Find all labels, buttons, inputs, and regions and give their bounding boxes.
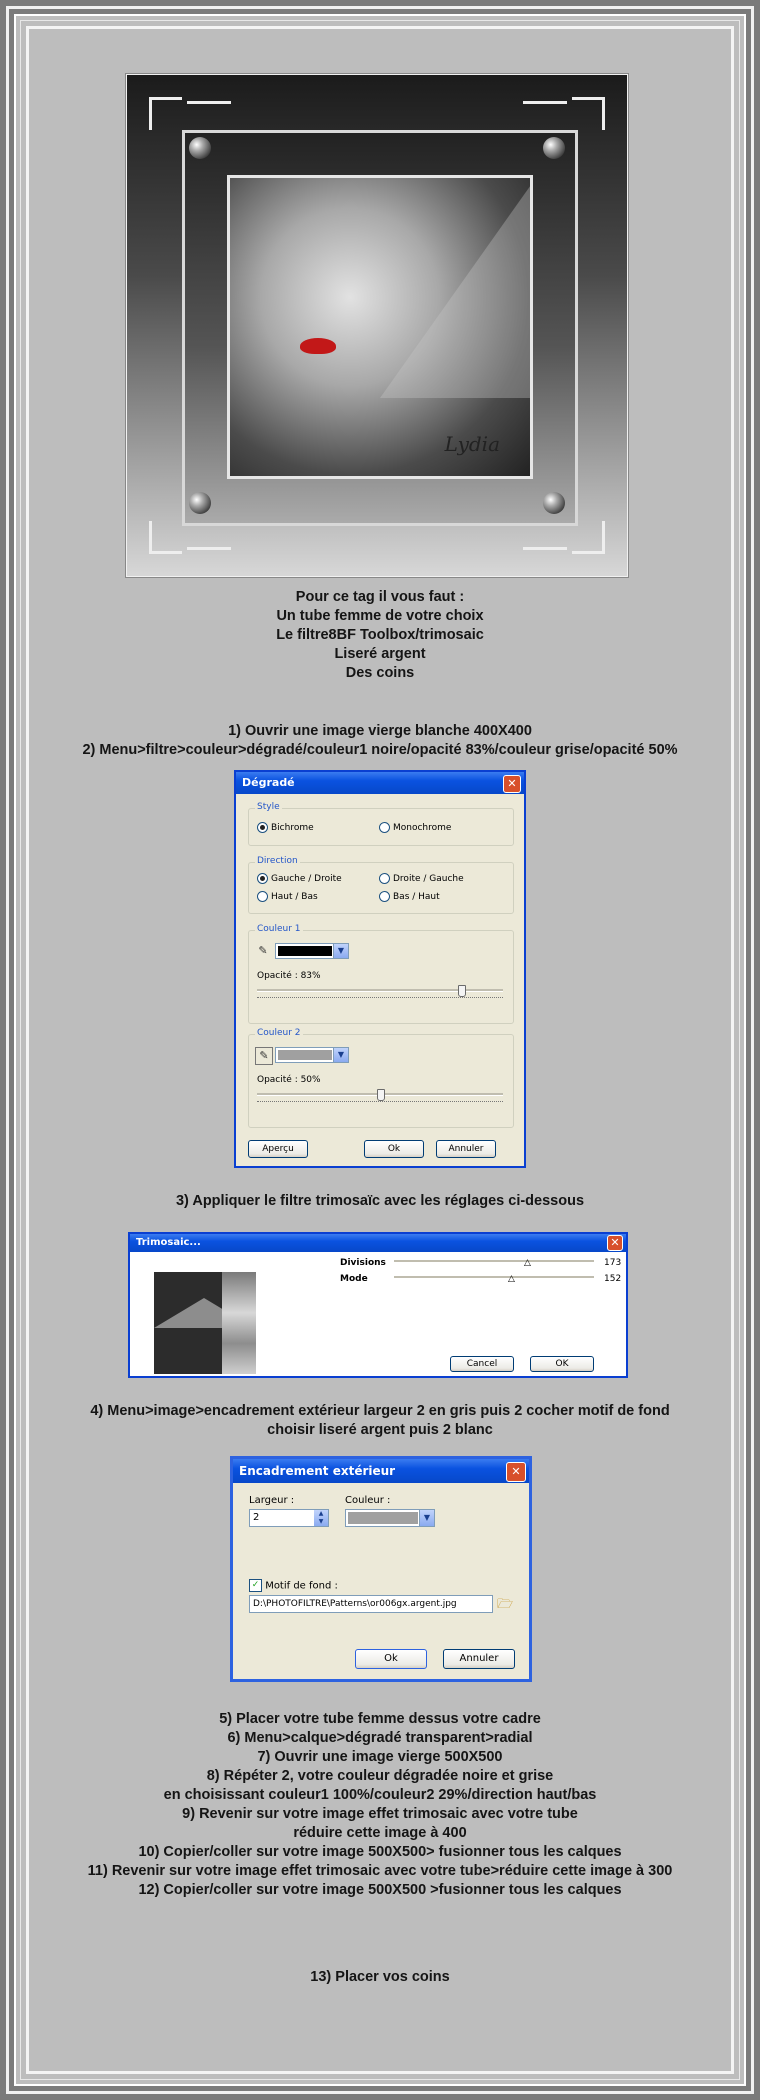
step-line: 12) Copier/coller sur votre image 500X500 >fusionner tous les calques bbox=[138, 1882, 622, 1898]
corner-line bbox=[523, 101, 567, 104]
radio-selected-icon bbox=[257, 873, 268, 884]
slider-thumb-icon[interactable]: △ bbox=[524, 1258, 531, 1268]
pattern-path-field[interactable] bbox=[249, 1595, 493, 1613]
stud-icon bbox=[543, 137, 565, 159]
close-icon[interactable]: ✕ bbox=[506, 1462, 526, 1482]
dialog-title: Trimosaic... bbox=[136, 1237, 201, 1248]
step4-text bbox=[32, 1402, 728, 1440]
group-label: Style bbox=[257, 802, 280, 812]
couleur2-select[interactable] bbox=[275, 1047, 349, 1063]
step-line: 10) Copier/coller sur votre image 500X500> fusionner tous les calques bbox=[138, 1844, 622, 1860]
mode-slider[interactable] bbox=[394, 1272, 594, 1284]
radio-icon bbox=[379, 822, 390, 833]
step-line: 5) Placer votre tube femme dessus votre cadre bbox=[219, 1711, 541, 1727]
ok-button[interactable]: Ok bbox=[364, 1140, 424, 1158]
step3-text: 3) Appliquer le filtre trimosaïc avec les réglages ci-dessous bbox=[175, 1193, 585, 1209]
folder-open-icon[interactable]: 🗁 bbox=[497, 1597, 514, 1612]
spinner-arrows-icon[interactable]: ▲ ▼ bbox=[314, 1510, 328, 1526]
slider-track bbox=[394, 1276, 594, 1279]
mode-value: 152 bbox=[604, 1274, 622, 1284]
intro-text bbox=[32, 588, 728, 683]
chevron-down-icon: ▼ bbox=[419, 1510, 434, 1526]
cancel-button[interactable]: Cancel bbox=[450, 1356, 514, 1372]
intro-line: Pour ce tag il vous faut : bbox=[295, 589, 465, 605]
dialog-title: Encadrement extérieur bbox=[239, 1464, 396, 1478]
tag-preview-image bbox=[126, 74, 628, 577]
opacity2-label: Opacité : 50% bbox=[257, 1075, 321, 1085]
tag-red-lips bbox=[300, 338, 336, 354]
pattern-path-value: D:\PHOTOFILTRE\Patterns\or006gx.argent.jpg bbox=[253, 1599, 457, 1609]
radio-label: Bichrome bbox=[271, 823, 314, 833]
chevron-down-icon: ▼ bbox=[333, 944, 348, 958]
steps-5-12 bbox=[32, 1710, 728, 1900]
step-line: 6) Menu>calque>dégradé transparent>radial bbox=[227, 1730, 533, 1746]
group-label: Couleur 2 bbox=[257, 1028, 301, 1038]
radio-bichrome[interactable] bbox=[257, 822, 314, 833]
apercu-button[interactable]: Aperçu bbox=[248, 1140, 308, 1158]
step-line: 7) Ouvrir une image vierge 500X500 bbox=[257, 1749, 503, 1765]
trimosaic-dialog bbox=[128, 1232, 628, 1378]
stud-icon bbox=[189, 137, 211, 159]
step-line: 2) Menu>filtre>couleur>dégradé/couleur1 noire/opacité 83%/couleur grise/opacité 50% bbox=[82, 742, 678, 758]
eyedropper-icon[interactable]: ✎ bbox=[258, 944, 268, 957]
couleur2-group bbox=[248, 1028, 514, 1128]
largeur-label: Largeur : bbox=[249, 1495, 295, 1506]
trimosaic-preview bbox=[154, 1272, 256, 1374]
tutorial-content bbox=[32, 32, 728, 2068]
corner-ornament-icon bbox=[572, 97, 605, 130]
annuler-button[interactable]: Annuler bbox=[436, 1140, 496, 1158]
step-line: 8) Répéter 2, votre couleur dégradée noire et grise bbox=[206, 1768, 554, 1784]
radio-bas-haut[interactable] bbox=[379, 891, 440, 902]
intro-line: Un tube femme de votre choix bbox=[276, 608, 484, 624]
slider-track bbox=[394, 1260, 594, 1263]
radio-droite-gauche[interactable] bbox=[379, 873, 464, 884]
direction-group bbox=[248, 856, 514, 914]
color-swatch bbox=[348, 1512, 418, 1524]
largeur-spinner[interactable] bbox=[249, 1509, 329, 1527]
step-line: en choisissant couleur1 100%/couleur2 29%/direction haut/bas bbox=[163, 1787, 597, 1803]
step13-text: 13) Placer vos coins bbox=[310, 1969, 450, 1985]
step-line: 9) Revenir sur votre image effet trimosaic avec votre tube bbox=[182, 1806, 578, 1822]
group-label: Direction bbox=[257, 856, 298, 866]
corner-line bbox=[187, 547, 231, 550]
annuler-button[interactable]: Annuler bbox=[443, 1649, 515, 1669]
ok-button[interactable]: Ok bbox=[355, 1649, 427, 1669]
close-icon[interactable]: ✕ bbox=[503, 775, 521, 793]
tag-mosaic-triangle bbox=[380, 175, 533, 398]
opacity2-slider[interactable] bbox=[257, 1089, 503, 1102]
slider-thumb[interactable] bbox=[458, 985, 466, 997]
radio-icon bbox=[379, 891, 390, 902]
divisions-label: Divisions bbox=[340, 1258, 386, 1268]
step-line: 4) Menu>image>encadrement extérieur largeur 2 en gris puis 2 cocher motif de fond bbox=[90, 1403, 670, 1419]
divisions-value: 173 bbox=[604, 1258, 622, 1268]
steps-1-2 bbox=[32, 722, 728, 760]
preview-strip bbox=[222, 1272, 256, 1374]
checkbox-checked-icon: ✓ bbox=[249, 1579, 262, 1592]
dialog-titlebar bbox=[236, 772, 524, 794]
radio-label: Monochrome bbox=[393, 823, 452, 833]
dialog-titlebar bbox=[130, 1234, 626, 1252]
radio-label: Droite / Gauche bbox=[393, 874, 464, 884]
opacity1-slider[interactable] bbox=[257, 985, 503, 998]
corner-ornament-icon bbox=[149, 521, 182, 554]
couleur-label: Couleur : bbox=[345, 1495, 391, 1506]
intro-line: Le filtre8BF Toolbox/trimosaic bbox=[276, 627, 484, 643]
motif-label: Motif de fond : bbox=[265, 1580, 338, 1592]
dialog-title: Dégradé bbox=[242, 776, 295, 789]
radio-icon bbox=[379, 873, 390, 884]
intro-line: Liseré argent bbox=[334, 646, 426, 662]
couleur1-group bbox=[248, 924, 514, 1024]
radio-label: Gauche / Droite bbox=[271, 874, 342, 884]
ok-button[interactable]: OK bbox=[530, 1356, 594, 1372]
radio-icon bbox=[257, 891, 268, 902]
couleur-select[interactable] bbox=[345, 1509, 435, 1527]
step-line: choisir liseré argent puis 2 blanc bbox=[267, 1422, 493, 1438]
tag-portrait bbox=[227, 175, 533, 479]
step-line: 11) Revenir sur votre image effet trimosaic avec votre tube>réduire cette image à 300 bbox=[87, 1863, 673, 1879]
corner-line bbox=[523, 547, 567, 550]
tag-signature: Lydia bbox=[444, 432, 500, 456]
intro-line: Des coins bbox=[345, 665, 415, 681]
dialog-titlebar bbox=[233, 1459, 529, 1483]
color-swatch bbox=[278, 1050, 332, 1060]
corner-ornament-icon bbox=[572, 521, 605, 554]
radio-haut-bas[interactable] bbox=[257, 891, 318, 902]
encadrement-dialog bbox=[230, 1456, 532, 1682]
radio-label: Bas / Haut bbox=[393, 892, 440, 902]
step-line: réduire cette image à 400 bbox=[293, 1825, 467, 1841]
mode-label: Mode bbox=[340, 1274, 368, 1284]
slider-thumb[interactable] bbox=[377, 1089, 385, 1101]
corner-ornament-icon bbox=[149, 97, 182, 130]
radio-label: Haut / Bas bbox=[271, 892, 318, 902]
opacity1-label: Opacité : 83% bbox=[257, 971, 321, 981]
eyedropper-icon[interactable]: ✎ bbox=[255, 1047, 273, 1065]
radio-monochrome[interactable] bbox=[379, 822, 451, 833]
largeur-value: 2 bbox=[253, 1512, 260, 1523]
divisions-slider[interactable] bbox=[394, 1256, 594, 1268]
color-swatch bbox=[278, 946, 332, 956]
slider-thumb-icon[interactable]: △ bbox=[508, 1274, 515, 1284]
degrade-dialog bbox=[234, 770, 526, 1168]
couleur1-select[interactable] bbox=[275, 943, 349, 959]
chevron-down-icon: ▼ bbox=[333, 1048, 348, 1062]
motif-checkbox[interactable] bbox=[249, 1579, 338, 1592]
group-label: Couleur 1 bbox=[257, 924, 301, 934]
step-line: 1) Ouvrir une image vierge blanche 400X400 bbox=[228, 723, 532, 739]
stud-icon bbox=[543, 492, 565, 514]
radio-selected-icon bbox=[257, 822, 268, 833]
close-icon[interactable]: ✕ bbox=[607, 1235, 623, 1251]
style-group bbox=[248, 802, 514, 846]
stud-icon bbox=[189, 492, 211, 514]
radio-gauche-droite[interactable] bbox=[257, 873, 342, 884]
slider-track bbox=[257, 989, 503, 992]
corner-line bbox=[187, 101, 231, 104]
